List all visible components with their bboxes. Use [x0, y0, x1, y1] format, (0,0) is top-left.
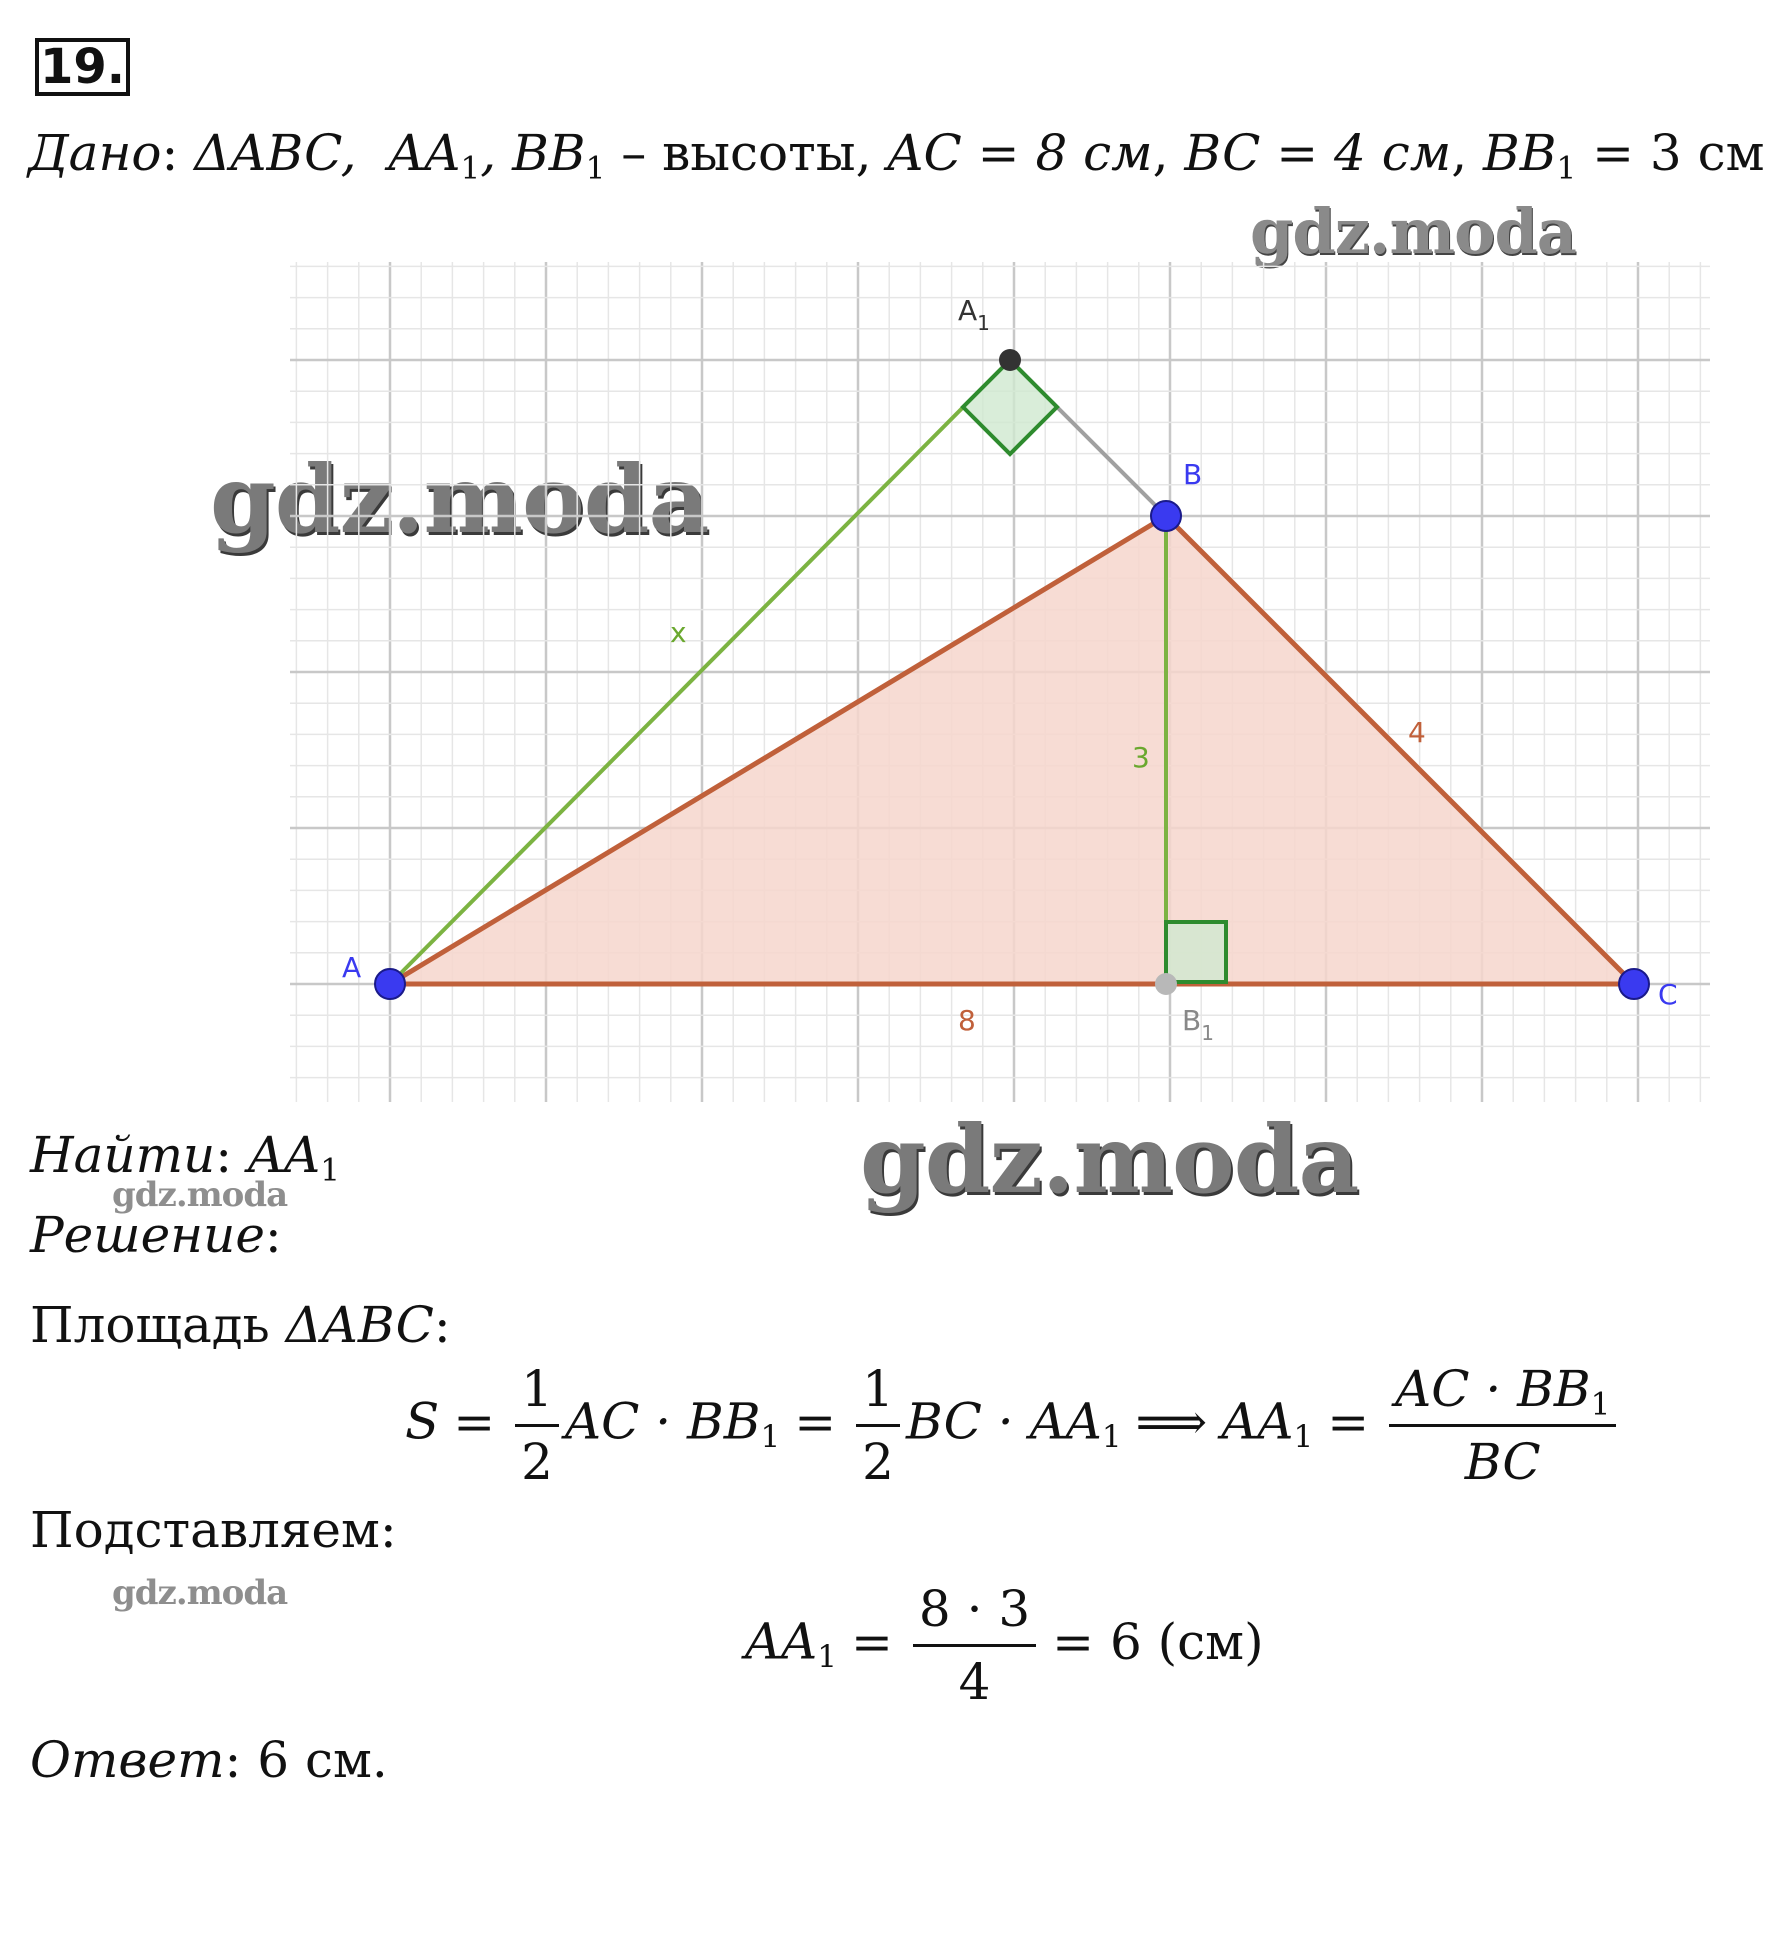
given-triangle: ΔABC: [194, 124, 341, 182]
given-height-a: AA: [388, 124, 461, 182]
area-line: Площадь ΔABC:: [30, 1296, 451, 1354]
solution-label: Решение: [30, 1206, 265, 1264]
label-c: C: [1658, 978, 1678, 1011]
given-height-b-sub: 1: [585, 150, 606, 187]
f1-half-1: $\frac{1}{2}$: [515, 1360, 559, 1491]
watermark-left: gdz.moda: [210, 445, 709, 555]
label-four: 4: [1408, 716, 1426, 749]
label-x: x: [670, 616, 687, 649]
point-a1: [999, 349, 1021, 371]
f1-s: S: [405, 1392, 440, 1451]
watermark-small-2: gdz.moda: [112, 1573, 288, 1613]
geometry-figure: [290, 262, 1710, 1102]
substitute-label: Подставляем:: [30, 1501, 397, 1559]
f2-result: = 6 (см): [1052, 1612, 1264, 1671]
watermark-top: gdz.moda: [1250, 195, 1576, 268]
answer-value: : 6 см.: [224, 1731, 388, 1789]
answer-line: [30, 1731, 388, 1789]
right-angle-b1: [1166, 922, 1226, 982]
label-eight: 8: [958, 1004, 976, 1037]
right-angle-a1: [963, 360, 1057, 454]
formula-substitute: $AA_1$ = $\frac{8 \cdot 3}{4}$ = 6 (см): [745, 1580, 1264, 1711]
f2-aa: AA: [745, 1612, 818, 1671]
answer-label: Ответ: [30, 1731, 225, 1789]
point-a: [375, 969, 405, 999]
given-heights-word: – высоты: [621, 124, 856, 182]
area-label: Площадь: [30, 1296, 270, 1354]
label-a: A: [342, 951, 362, 984]
watermark-bottom: gdz.moda: [860, 1105, 1359, 1215]
f1-bc-aa: BC · AA: [905, 1392, 1102, 1451]
label-b1: $B_1$: [1182, 1004, 1214, 1045]
f2-fraction: $\frac{8 \cdot 3}{4}$: [913, 1580, 1036, 1711]
label-three: 3: [1132, 741, 1150, 774]
f1-half-2: $\frac{1}{2}$: [856, 1360, 900, 1491]
label-a1: $A_1$: [958, 294, 990, 335]
area-triangle: ΔABC: [285, 1296, 434, 1354]
point-b: [1151, 501, 1181, 531]
find-value-sub: 1: [320, 1152, 340, 1189]
given-bb1-value: = 3 см: [1592, 124, 1765, 182]
f2-eq: =: [850, 1612, 893, 1671]
find-line: Найти: $AA_1$: [30, 1126, 340, 1189]
point-b1: [1155, 973, 1177, 995]
f1-eq3: =: [1327, 1392, 1370, 1451]
given-bb1: BB: [1483, 124, 1557, 182]
given-label: Дано: [28, 124, 162, 182]
f1-ac-bb: AC · BB: [564, 1392, 761, 1451]
given-bb1-sub: 1: [1556, 150, 1577, 187]
f1-aa: AA: [1221, 1392, 1294, 1451]
given-bc: BC = 4 см: [1184, 124, 1452, 182]
find-label: Найти: [30, 1126, 216, 1184]
f1-eq2: =: [794, 1392, 837, 1451]
given-height-a-sub: 1: [460, 150, 481, 187]
find-value: AA: [247, 1126, 321, 1184]
problem-number: 19.: [35, 38, 130, 96]
solution-line: Решение:: [30, 1206, 282, 1264]
f1-eq1: =: [453, 1392, 496, 1451]
given-ac: AC = 8 см: [887, 124, 1153, 182]
watermark-small-1: gdz.moda: [112, 1175, 288, 1215]
point-c: [1619, 969, 1649, 999]
f1-result-fraction: $\frac{AC \cdot BB_1}{BC}$: [1389, 1360, 1616, 1491]
formula-area: S = $\frac{1}{2}$ AC · $BB_1$ = $\frac{1}{2}$ BC · $AA_1$ ⟹ $AA_1$ = $\frac{AC \cdot BB_1}{BC}$: [405, 1360, 1622, 1491]
f1-implies: ⟹: [1135, 1392, 1208, 1451]
given-line: Дано: ΔABC, $AA_1$, $BB_1$ – высоты, AC = 8 см, BC = 4 см, $BB_1 = 3$ см: [28, 124, 1765, 187]
label-b: B: [1183, 458, 1203, 491]
given-height-b: BB: [512, 124, 586, 182]
